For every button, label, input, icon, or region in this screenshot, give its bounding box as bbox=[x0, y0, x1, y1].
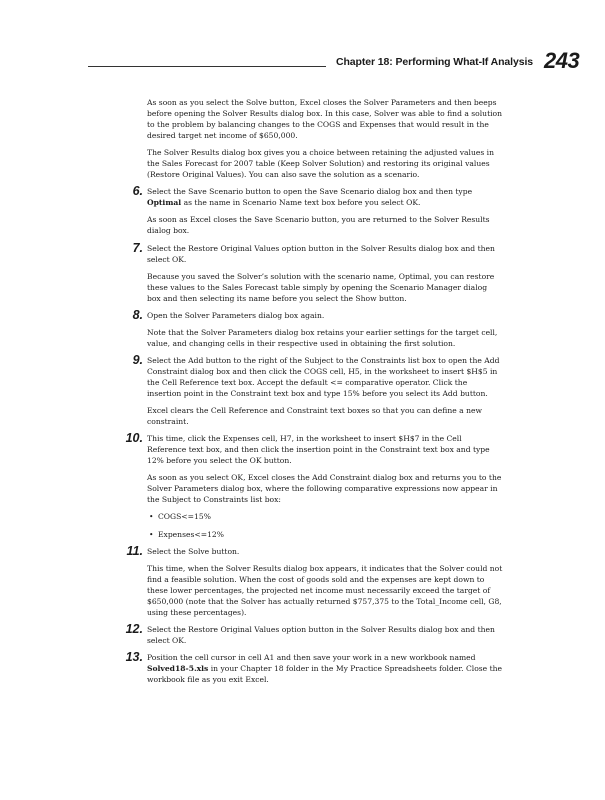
step-number: 12. bbox=[125, 621, 143, 636]
step-number: 13. bbox=[125, 649, 143, 664]
bullet-item bbox=[147, 529, 503, 540]
bullet-dot: • bbox=[149, 512, 154, 522]
header-rule bbox=[88, 66, 326, 67]
bullet-text: COGS<=15% bbox=[158, 512, 211, 522]
bullet-dot: • bbox=[149, 529, 154, 539]
step-text: This time, click the Expenses cell, H7, in the worksheet to insert $H$7 in the Cell Reference text box, and then click the insertion point in the Constraint text box and type 12% before you select the OK button. bbox=[147, 434, 490, 466]
step-7-note: Because you saved the Solver’s solution with the scenario name, Optimal, you can restore these values to the Sales Forecast table simply by opening the Scenario Manager dialog box and then selecting its name before you select the Show button. bbox=[147, 271, 495, 303]
paragraph-solve-result: As soon as you select the Solve button, Excel closes the Solver Parameters and then beeps before opening the Solver Results dialog box. In this case, Solver was able to find a solution to the problem by balancing changes to the COGS and Expenses that would result in the desired target net income of $650,000. bbox=[147, 98, 503, 141]
bullet-text: Expenses<=12% bbox=[158, 529, 224, 539]
step-number: 11. bbox=[126, 543, 143, 558]
step-13 bbox=[125, 649, 503, 685]
step-text-cont: in your Chapter 18 folder in the My Practice Spreadsheets folder. Close the workbook file as you exit Excel. bbox=[147, 663, 503, 685]
step-text: Select the Save Scenario button to open the Save Scenario dialog box and then type bbox=[147, 187, 473, 197]
step-text: Open the Solver Parameters dialog box again. bbox=[147, 310, 325, 320]
step-bold-filename: Solved18-5.xls bbox=[147, 663, 209, 673]
page-number: 243 bbox=[544, 48, 580, 73]
step-8 bbox=[132, 307, 503, 322]
step-number: 7. bbox=[132, 240, 143, 255]
step-10-note: As soon as you select OK, Excel closes the Add Constraint dialog box and returns you to the Solver Parameters dialog box, where the following comparative expressions now appear in the Subject to Constraints list box: bbox=[147, 473, 502, 505]
step-number: 9. bbox=[132, 352, 143, 367]
paragraph-solver-results-choice: The Solver Results dialog box gives you a choice between retaining the adjusted values in the Sales Forecast for 2007 table (Keep Solver Solution) and restoring its original values (Restore Original Values). You can also save the solution as a scenario. bbox=[147, 148, 494, 180]
step-text-cont: as the name in Scenario Name text box before you select OK. bbox=[181, 198, 421, 208]
step-number: 8. bbox=[132, 307, 143, 322]
step-6-note: As soon as Excel closes the Save Scenario button, you are returned to the Solver Results dialog box. bbox=[147, 215, 490, 236]
step-bold-term: Optimal bbox=[147, 198, 182, 208]
step-number: 10. bbox=[125, 431, 143, 446]
step-10 bbox=[125, 431, 503, 466]
step-text: Select the Restore Original Values option button in the Solver Results dialog box and then select OK. bbox=[147, 243, 495, 264]
step-12 bbox=[125, 621, 503, 646]
step-text: Select the Add button to the right of the Subject to the Constraints list box to open the Add Constraint dialog box and then click the COGS cell, H5, in the worksheet to insert $H$5 in the Cell Reference text box. Accept the default <= comparative operator. Click the insertion point in the Constraint text box and type 15% before you select its Add button. bbox=[147, 355, 500, 399]
step-9 bbox=[132, 352, 503, 399]
step-number: 6. bbox=[132, 184, 143, 199]
step-11 bbox=[126, 543, 503, 558]
bullet-item bbox=[147, 511, 503, 522]
step-11-note: This time, when the Solver Results dialog box appears, it indicates that the Solver could not find a feasible solution. When the cost of goods sold and the expenses are kept down to these lower percentages, the projected net income must necessarily exceed the target of $650,000 (note that the Solver has actually returned $757,375 to the Total_Income cell, G8, using these percentages). bbox=[147, 563, 503, 617]
step-7 bbox=[132, 240, 503, 265]
chapter-title: Chapter 18: Performing What-If Analysis bbox=[336, 56, 533, 68]
step-text: Position the cell cursor in cell A1 and then save your work in a new workbook named bbox=[147, 652, 476, 662]
page-body bbox=[125, 97, 503, 691]
step-text: Select the Solve button. bbox=[147, 546, 240, 556]
running-header bbox=[88, 48, 580, 78]
step-9-note: Excel clears the Cell Reference and Constraint text boxes so that you can define a new constraint. bbox=[147, 406, 482, 427]
step-text: Select the Restore Original Values option button in the Solver Results dialog box and then select OK. bbox=[147, 624, 495, 645]
step-8-note: Note that the Solver Parameters dialog box retains your earlier settings for the target cell, value, and changing cells in their respective used in obtaining the first solution. bbox=[147, 327, 498, 348]
step-6 bbox=[132, 184, 503, 208]
